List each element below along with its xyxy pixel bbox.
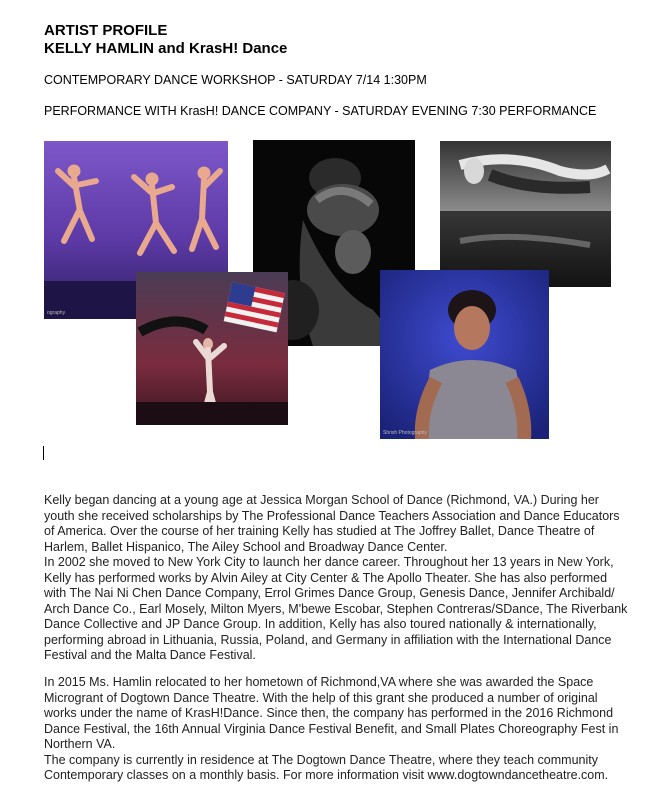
workshop-line: CONTEMPORARY DANCE WORKSHOP - SATURDAY 7/14 1:30PM	[44, 73, 427, 87]
bio-line: The company is currently in residence at The Dogtown Dance Theatre, where they teach community	[44, 752, 598, 767]
bio-line: with The Nai Ni Chen Dance Company, Errol Grimes Dance Group, Genesis Dance, Jennifer Archibald/	[44, 586, 615, 600]
bio-line: Microgrant of Dogtown Dance Theatre. With the help of this grant she produced a number of original	[44, 690, 598, 705]
bio-line: Festival and the Malta Dance Festival.	[44, 648, 256, 662]
artist-title: KELLY HAMLIN and KrasH! Dance	[44, 40, 288, 57]
photo-credit: Shrish Photography	[383, 430, 427, 436]
profile-heading: ARTIST PROFILE	[44, 22, 168, 39]
bio-line: Dance Festival, the 16th Annual Virginia Dance Festival Benefit, and Small Plates Choreography Fest in	[44, 721, 619, 736]
bio-line: Contemporary classes on a monthly basis. For more information visit www.dogtowndancetheatre.com.	[44, 768, 609, 782]
bio-line: Dance Collective and JP Dance Group. In addition, Kelly has also toured nationally & internationally,	[44, 617, 597, 631]
bio-line: of America. Over the course of her training Kelly has studied at The Joffrey Ballet, Dance Theatre of	[44, 524, 595, 538]
bio-line: Harlem, Ballet Hispanico, The Ailey School and Broadway Dance Center.	[44, 539, 448, 554]
bio-line: performing abroad in Lithuania, Russia, Poland, and Germany in affiliation with the International Dance	[44, 632, 612, 647]
bio-paragraph-1	[44, 493, 634, 664]
bio-line: In 2015 Ms. Hamlin relocated to her hometown of Richmond,VA where she was awarded the Space	[44, 675, 594, 689]
bio-line: Northern VA.	[44, 737, 116, 751]
bio-line: Kelly began dancing at a young age at Jessica Morgan School of Dance (Richmond, VA.) During her	[44, 493, 599, 507]
bio-paragraph-2	[44, 675, 634, 784]
bio-line: Arch Dance Co., Earl Mosely, Milton Myers, M'bewe Escobar, Stephen Contreras/SDance, The Riverbank	[44, 601, 628, 616]
performance-line: PERFORMANCE WITH KrasH! DANCE COMPANY - SATURDAY EVENING 7:30 PERFORMANCE	[44, 104, 597, 118]
photo-credit: ography	[47, 310, 66, 316]
bio-line: works under the name of KrasH!Dance. Since then, the company has performed in the 2016 Richmond	[44, 706, 614, 720]
dance-photo-portrait	[380, 270, 549, 439]
bio-line: youth she received scholarships by The Professional Dance Teachers Association and Dance Educators	[44, 508, 620, 523]
bio-line: In 2002 she moved to New York City to launch her dance career. Throughout her 13 years in New York,	[44, 555, 614, 569]
dance-photo-floor	[440, 141, 611, 287]
text-cursor	[43, 446, 44, 460]
bio-line: Kelly has performed works by Alvin Ailey at City Center & The Apollo Theater. She has also performed	[44, 570, 608, 585]
dance-photo-flag	[136, 272, 288, 425]
